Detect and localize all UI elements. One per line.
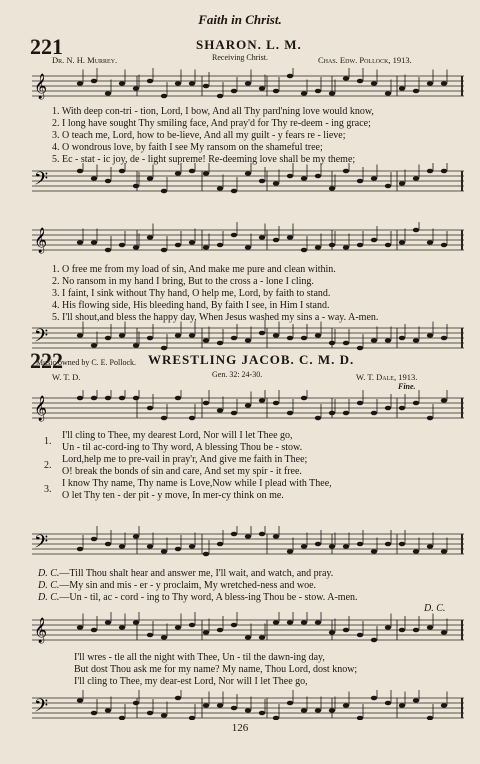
svg-text:𝄞: 𝄞 [34,228,48,253]
lyric-line: Lord,help me to pre-vail in pray'r, And give me faith in Thee; [62,454,308,465]
lyric-line: 3. O teach me, Lord, how to be-lieve, And all my guilt - y fears re - lieve; [52,130,346,141]
lyric-line: I'll cling to Thee, my dear-est Lord, Nor will I let Thee go, [74,676,308,687]
composer-222: W. T. D. [52,372,81,382]
verse-number: 3. [44,484,52,495]
hymn-number-222: 222 [30,348,63,373]
staff-222-bass-2 [32,690,464,720]
lyric-line: I'll cling to Thee, my dearest Lord, Nor will I let Thee go, [62,430,293,441]
svg-text:𝄞: 𝄞 [34,618,48,643]
lyric-line: 1. O free me from my load of sin, And make me pure and clean within. [52,264,336,275]
dc-mark: D. C. [424,603,446,614]
lyric-line: 4. His flowing side, His bleeding hand, By faith I see, in Him I stand. [52,300,330,311]
author-221: Chas. Edw. Pollock, 1913. [318,55,412,65]
hymn-number-221: 221 [30,34,63,59]
scripture-222: Gen. 32: 24-30. [212,370,263,379]
lyric-line: I'll wres - tle all the night with Thee, Un - til the dawn-ing day, [74,652,325,663]
staff-222-bass [32,526,464,570]
hymn-title-222: WRESTLING JACOB. C. M. D. [148,352,355,367]
lyric-line: I know Thy name, Thy name is Love,Now while I plead with Thee, [62,478,332,489]
svg-text:𝄢: 𝄢 [34,532,49,557]
svg-text:𝄞: 𝄞 [34,74,48,99]
fine-mark: Fine. [398,382,416,391]
lyric-line: 1. With deep con-tri - tion, Lord, I bow, And all Thy pard'ning love would know, [52,106,374,117]
author-222: W. T. Dale, 1913. [356,372,418,382]
page-number: 126 [231,722,249,734]
svg-text:𝄢: 𝄢 [34,326,49,351]
lyric-line: 5. Ec - stat - ic joy, de - light supreme! Re-deeming love shall be my theme; [52,154,356,165]
staff-221-bass-1 [32,163,464,213]
lyric-line: 2. No ransom in my hand I bring, But to the cross a - lone I cling. [52,276,314,287]
lyric-line: 5. I'll shout,and bless the happy day, When Jesus washed my sins a - way. A-men. [52,312,379,323]
svg-text:𝄞: 𝄞 [34,396,48,421]
hymn-title-221: SHARON. L. M. [196,37,302,52]
lyric-line: O! break the bonds of sin and care, And set my spir - it free. [62,466,302,477]
svg-text:𝄢: 𝄢 [34,169,49,194]
verse-number: 1. [44,436,52,447]
lyric-line: Un - til ac-cord-ing to Thy word, A blessing Thou be - stow. [62,442,303,453]
dc-line: D. C.—Till Thou shalt hear and answer me, I'll wait, and watch, and pray. [38,568,334,579]
lyric-line: 3. I faint, I sink without Thy hand, O help me, Lord, by faith to stand. [52,288,331,299]
subtitle-221: Receiving Christ. [212,53,268,62]
music-note: Music owned by C. E. Pollock. [36,358,136,367]
staff-221-treble-2 [32,222,464,268]
svg-text:𝄢: 𝄢 [34,696,49,720]
staff-222-treble [32,390,464,434]
lyric-line: 2. I long have sought Thy smiling face, And pray'd for Thy re-deem - ing grace; [52,118,371,129]
dc-line: D. C.—Un - til, ac - cord - ing to Thy word, A bless-ing Thou be - stow. A-men. [38,592,358,603]
page-header: Faith in Christ. [198,12,282,27]
lyric-line: O let Thy ten - der pit - y move, In mer-cy think on me. [62,490,284,501]
lyric-line: 4. O wondrous love, by faith I see My ransom on the shameful tree; [52,142,323,153]
composer-221: Dr. N. H. Murrey. [52,55,118,65]
dc-line: D. C.—My sin and mis - er - y proclaim, My wretched-ness and woe. [38,580,317,591]
lyric-line: But dost Thou ask me for my name? My name, Thou Lord, dost know; [74,664,358,675]
verse-number: 2. [44,460,52,471]
